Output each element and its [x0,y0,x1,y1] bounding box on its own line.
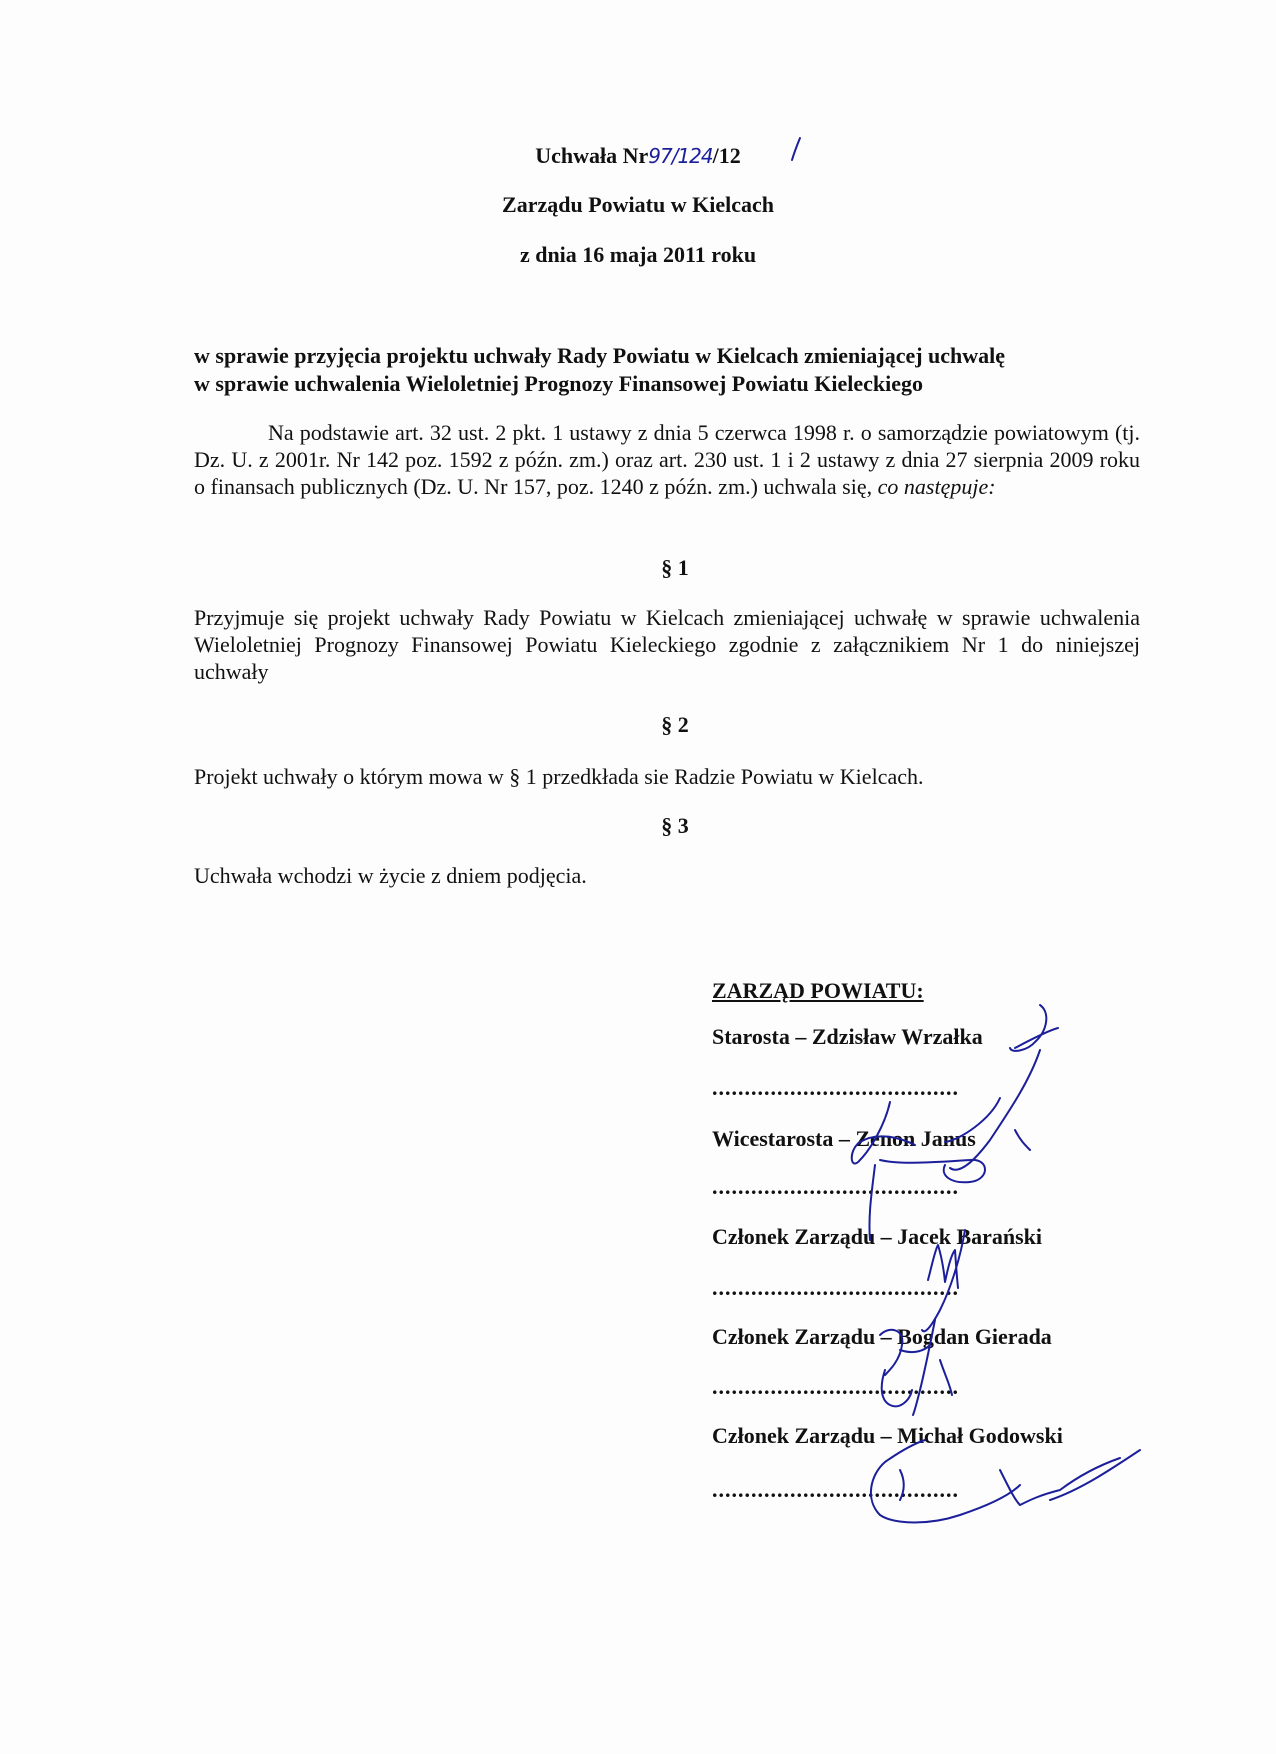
resolution-title [0,143,1276,169]
board-member-1: Starosta – Zdzisław Wrzałka [712,1024,983,1049]
signature-line-1: ...................................... [712,1075,959,1100]
preamble-italic: co następuje: [877,474,996,499]
signature-line-5: ...................................... [712,1477,959,1502]
issuer: Zarządu Powiatu w Kielcach [502,192,774,217]
signature-2 [852,1098,1030,1240]
section-text-1: Przyjmuje się projekt uchwały Rady Powiatu w Kielcach zmieniającej uchwałę w sprawie uchwalenia Wieloletniej Prognozy Finansowej Powiatu Kieleckiego zgodnie z załącznikiem Nr 1 do niniejszej uchwały [194,605,1140,684]
title-prefix: Uchwała Nr [535,143,649,168]
section-text-3: Uchwała wchodzi w życie z dniem podjęcia. [194,863,587,888]
subject-line-2: w sprawie uchwalenia Wieloletniej Prognozy Finansowej Powiatu Kieleckiego [194,371,924,396]
board-member-5: Członek Zarządu – Michał Godowski [712,1423,1063,1448]
title-suffix: /12 [712,143,741,168]
subject [194,342,1144,398]
section-sign-2: § 2 [661,712,689,737]
board-member-3: Członek Zarządu – Jacek Barański [712,1224,1043,1249]
section-sign-3: § 3 [661,813,689,838]
handwritten-number: 97/124 [648,144,713,168]
board-member-4: Członek Zarządu – Bogdan Gierada [712,1324,1052,1349]
preamble [194,419,1140,500]
preamble-text: Na podstawie art. 32 ust. 2 pkt. 1 ustawy z dnia 5 czerwca 1998 r. o samorządzie powiatowym (tj. Dz. U. z 2001r. Nr 142 poz. 1592 z późn. zm.) oraz art. 230 ust. 1 i 2 ustawy z dnia 27 sierpnia 2009 roku o finansach publicznych (Dz. U. Nr 157, poz. 1240 z późn. zm.) uchwala się, [194,420,1140,499]
board-title: ZARZĄD POWIATU: [712,978,924,1003]
subject-line-1: w sprawie przyjęcia projektu uchwały Rady Powiatu w Kielcach zmieniającej uchwalę [194,343,1006,368]
board-member-2: Wicestarosta – Zenon Janus [712,1126,976,1151]
section-sign-1: § 1 [661,555,689,580]
signature-line-2: ...................................... [712,1174,959,1199]
resolution-date: z dnia 16 maja 2011 roku [519,242,757,267]
section-text-2: Projekt uchwały o którym mowa w § 1 przedkłada sie Radzie Powiatu w Kielcach. [194,764,924,789]
signature-line-3: ...................................... [712,1275,959,1300]
signature-line-4: ...................................... [712,1374,959,1399]
